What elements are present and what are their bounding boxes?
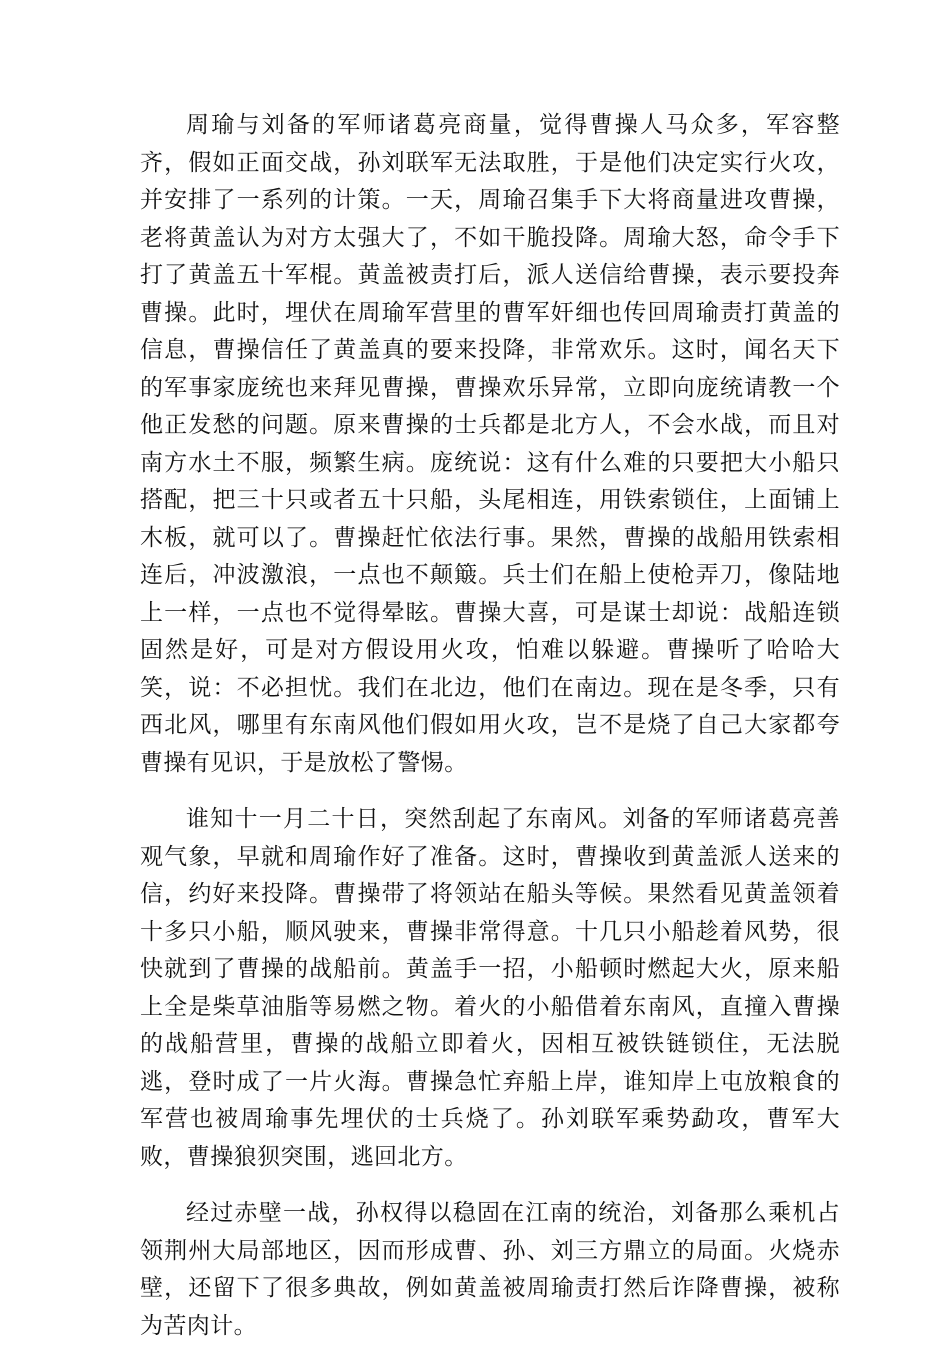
paragraph-2: 谁知十一月二十日，突然刮起了东南风。刘备的军师诸葛亮善观气象，早就和周瑜作好了准备。这时，曹操收到黄盖派人送来的信，约好来投降。曹操带了将领站在船头等候。果然看见黄盖领着十多只小船，顺风驶来，曹操非常得意。十几只小船趁着风势，很快就到了曹操的战船前。黄盖手一招，小船顿时燃起大火，原来船上全是柴草油脂等易燃之物。着火的小船借着东南风，直撞入曹操的战船营里，曹操的战船立即着火，因相互被铁链锁住，无法脱逃，登时成了一片火海。曹操急忙弃船上岸，谁知岸上屯放粮食的军营也被周瑜事先埋伏的士兵烧了。孙刘联军乘势勐攻，曹军大败，曹操狼狈突围，逃回北方。 [140, 806, 840, 1170]
paragraph-3: 经过赤壁一战，孙权得以稳固在江南的统治，刘备那么乘机占领荆州大局部地区，因而形成曹、孙、刘三方鼎立的局面。火烧赤壁，还留下了很多典故，例如黄盖被周瑜责打然后诈降曹操，被称为苦肉计。 [140, 1200, 840, 1339]
paragraph-1: 周瑜与刘备的军师诸葛亮商量，觉得曹操人马众多，军容整齐，假如正面交战，孙刘联军无法取胜，于是他们决定实行火攻，并安排了一系列的计策。一天，周瑜召集手下大将商量进攻曹操，老将黄盖认为对方太强大了，不如干脆投降。周瑜大怒，命令手下打了黄盖五十军棍。黄盖被责打后，派人送信给曹操，表示要投奔曹操。此时，埋伏在周瑜军营里的曹军奸细也传回周瑜责打黄盖的信息，曹操信任了黄盖真的要来投降，非常欢乐。这时，闻名天下的军事家庞统也来拜见曹操，曹操欢乐异常，立即向庞统请教一个他正发愁的问题。原来曹操的士兵都是北方人，不会水战，而且对南方水土不服，频繁生病。庞统说：这有什么难的只要把大小船只搭配，把三十只或者五十只船，头尾相连，用铁索锁住，上面铺上木板，就可以了。曹操赶忙依法行事。果然，曹操的战船用铁索相连后，冲波激浪，一点也不颠簸。兵士们在船上使枪弄刀，像陆地上一样，一点也不觉得晕眩。曹操大喜，可是谋士却说：战船连锁固然是好，可是对方假设用火攻，怕难以躲避。曹操听了哈哈大笑，说：不必担忧。我们在北边，他们在南边。现在是冬季，只有西北风，哪里有东南风他们假如用火攻，岂不是烧了自己大家都夸曹操有见识，于是放松了警惕。 [140, 112, 840, 776]
document-page [140, 107, 840, 1364]
